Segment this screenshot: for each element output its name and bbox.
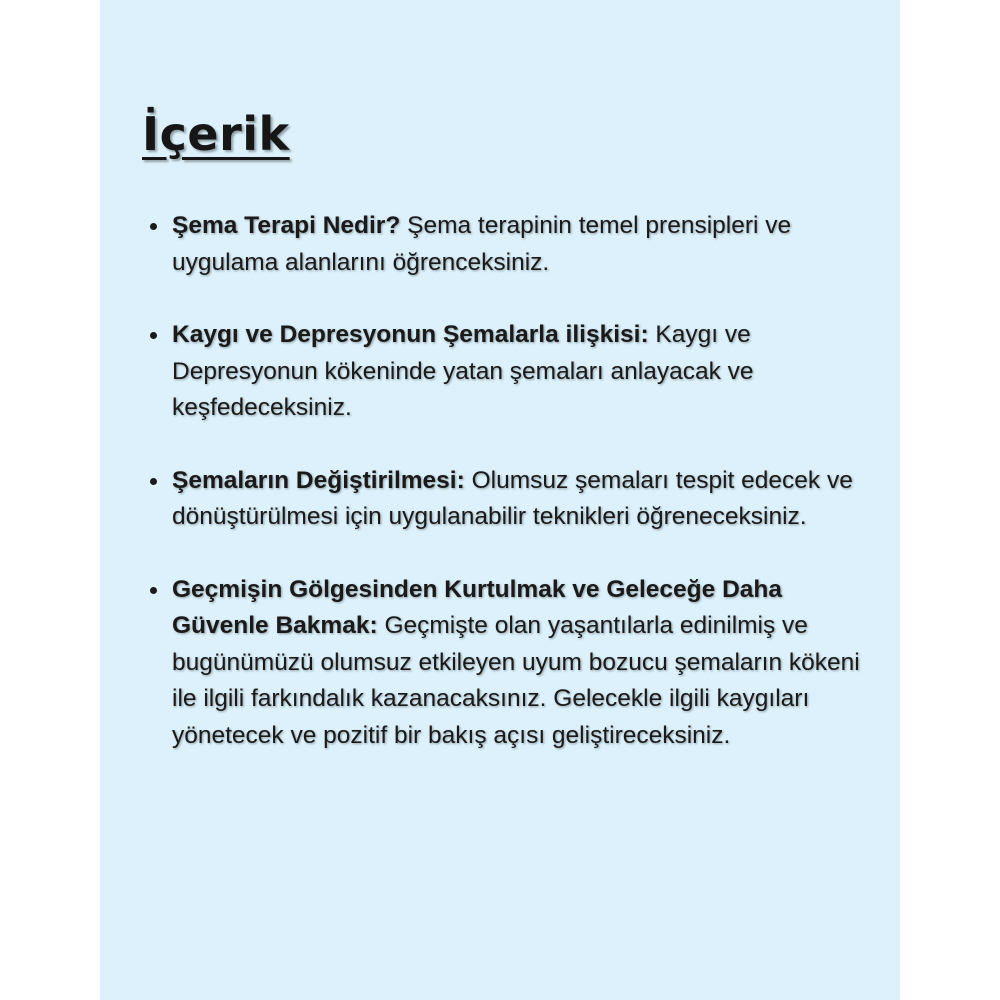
list-item xyxy=(150,463,870,536)
bullet-icon xyxy=(150,332,157,339)
list-item xyxy=(150,572,870,755)
bullet-icon xyxy=(150,223,157,230)
content-list xyxy=(150,208,870,790)
item-heading: Geçmişin Gölgesinden Kurtulmak ve Geleceğe Daha Güvenle Bakmak: xyxy=(172,575,782,639)
item-heading: Kaygı ve Depresyonun Şemalarla ilişkisi: xyxy=(172,321,649,348)
item-heading: Şemaların Değiştirilmesi: xyxy=(172,466,465,494)
item-text: Geçmişte olan yaşantılarla edinilmiş ve bugünümüzü olumsuz etkileyen uyum bozucu şemaların kökeni ile ilgili farkındalık kazanacaksınız. Gelecekle ilgili kaygıları yönetecek ve pozitif bir bakış açısı geliştireceksiniz. xyxy=(172,612,860,749)
item-heading: Şema Terapi Nedir? xyxy=(172,212,401,239)
bullet-icon xyxy=(150,478,157,485)
item-text: Olumsuz şemaları tespit edecek ve dönüştürülmesi için uygulanabilir teknikleri öğreneceksiniz. xyxy=(172,466,853,530)
page-title: İçerik xyxy=(142,107,290,161)
list-item xyxy=(150,317,870,427)
list-item xyxy=(150,208,870,281)
item-text: Şema terapinin temel prensipleri ve uygulama alanlarını öğrenceksiniz. xyxy=(172,212,792,276)
bullet-icon xyxy=(150,587,157,594)
item-text: Kaygı ve Depresyonun kökeninde yatan şemaları anlayacak ve keşfedeceksiniz. xyxy=(172,321,754,421)
